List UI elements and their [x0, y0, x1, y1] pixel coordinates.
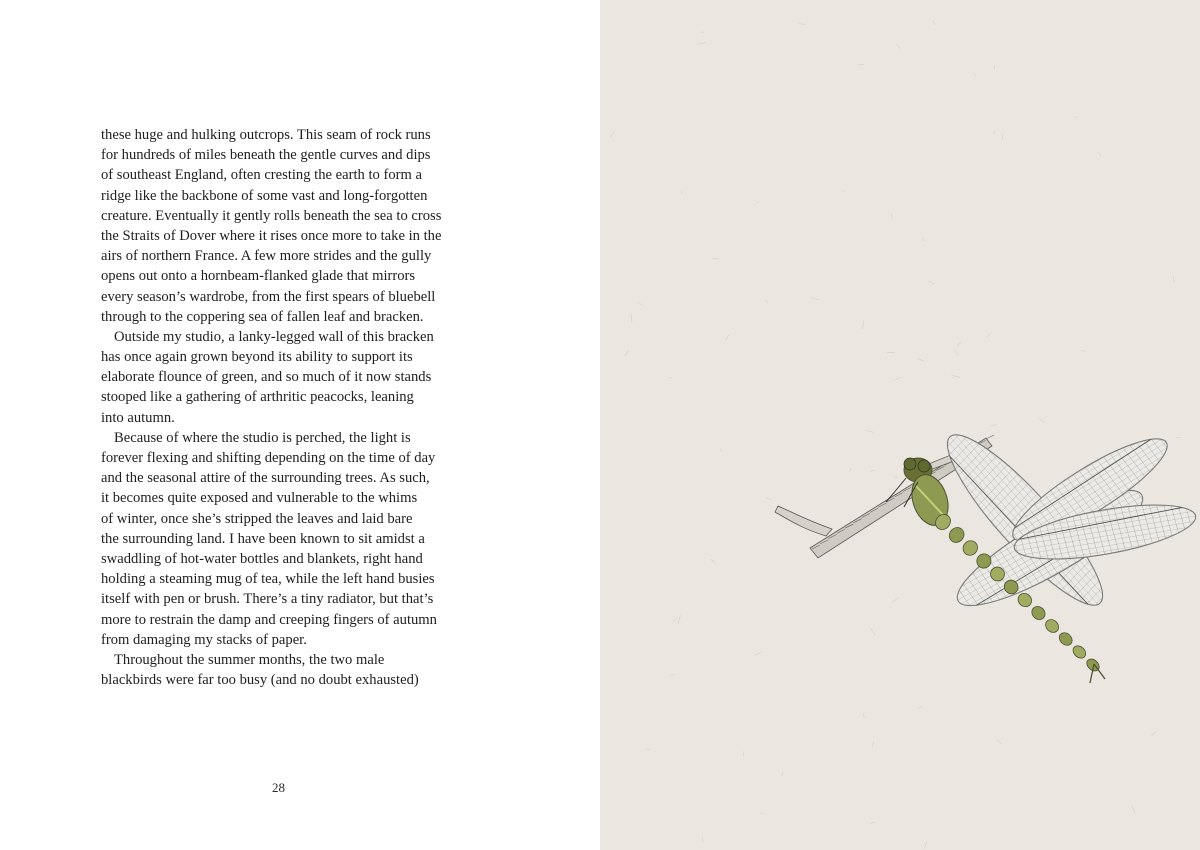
- text-line: swaddling of hot-water bottles and blankets, right hand: [101, 550, 423, 567]
- text-line: these huge and hulking outcrops. This seam of rock runs: [101, 127, 431, 143]
- text-line: blackbirds were far too busy (and no doubt exhausted): [101, 672, 419, 689]
- text-line: of winter, once she’s stripped the leaves and laid bare: [101, 510, 413, 527]
- paper-texture: [610, 20, 1181, 848]
- text-line: into autumn.: [101, 409, 175, 426]
- right-page: [600, 0, 1200, 850]
- text-line: ridge like the backbone of some vast and long-forgotten: [101, 187, 428, 204]
- text-line: Because of where the studio is perched, the light is: [114, 429, 411, 446]
- text-line: it becomes quite exposed and vulnerable to the whims: [101, 490, 418, 507]
- dragonfly-illustration: [600, 0, 1200, 850]
- text-line: has once again grown beyond its ability to support its: [101, 349, 413, 366]
- text-line: from damaging my stacks of paper.: [101, 631, 307, 648]
- text-line: creature. Eventually it gently rolls beneath the sea to cross: [101, 207, 442, 224]
- text-line: elaborate flounce of green, and so much of it now stands: [101, 369, 432, 386]
- text-line: Outside my studio, a lanky-legged wall of this bracken: [114, 328, 434, 345]
- text-line: airs of northern France. A few more strides and the gully: [101, 248, 432, 265]
- text-line: the surrounding land. I have been known to sit amidst a: [101, 530, 425, 547]
- body-text: [101, 125, 451, 690]
- text-line: for hundreds of miles beneath the gentle curves and dips: [101, 147, 431, 164]
- text-line: more to restrain the damp and creeping fingers of autumn: [101, 611, 437, 628]
- text-line: opens out onto a hornbeam-flanked glade that mirrors: [101, 268, 416, 285]
- text-line: itself with pen or brush. There’s a tiny radiator, but that’s: [101, 591, 434, 608]
- text-line: the Straits of Dover where it rises once more to take in the: [101, 227, 442, 244]
- text-line: forever flexing and shifting depending on the time of day: [101, 450, 436, 466]
- text-line: and the seasonal attire of the surrounding trees. As such,: [101, 470, 430, 487]
- text-line: every season’s wardrobe, from the first spears of bluebell: [101, 288, 436, 305]
- text-line: through to the coppering sea of fallen leaf and bracken.: [101, 308, 424, 325]
- text-line: stooped like a gathering of arthritic peacocks, leaning: [101, 389, 414, 406]
- text-line: Throughout the summer months, the two male: [114, 651, 385, 668]
- text-line: of southeast England, often cresting the earth to form a: [101, 167, 422, 184]
- text-line: holding a steaming mug of tea, while the left hand busies: [101, 571, 435, 588]
- page-number: 28: [272, 780, 285, 795]
